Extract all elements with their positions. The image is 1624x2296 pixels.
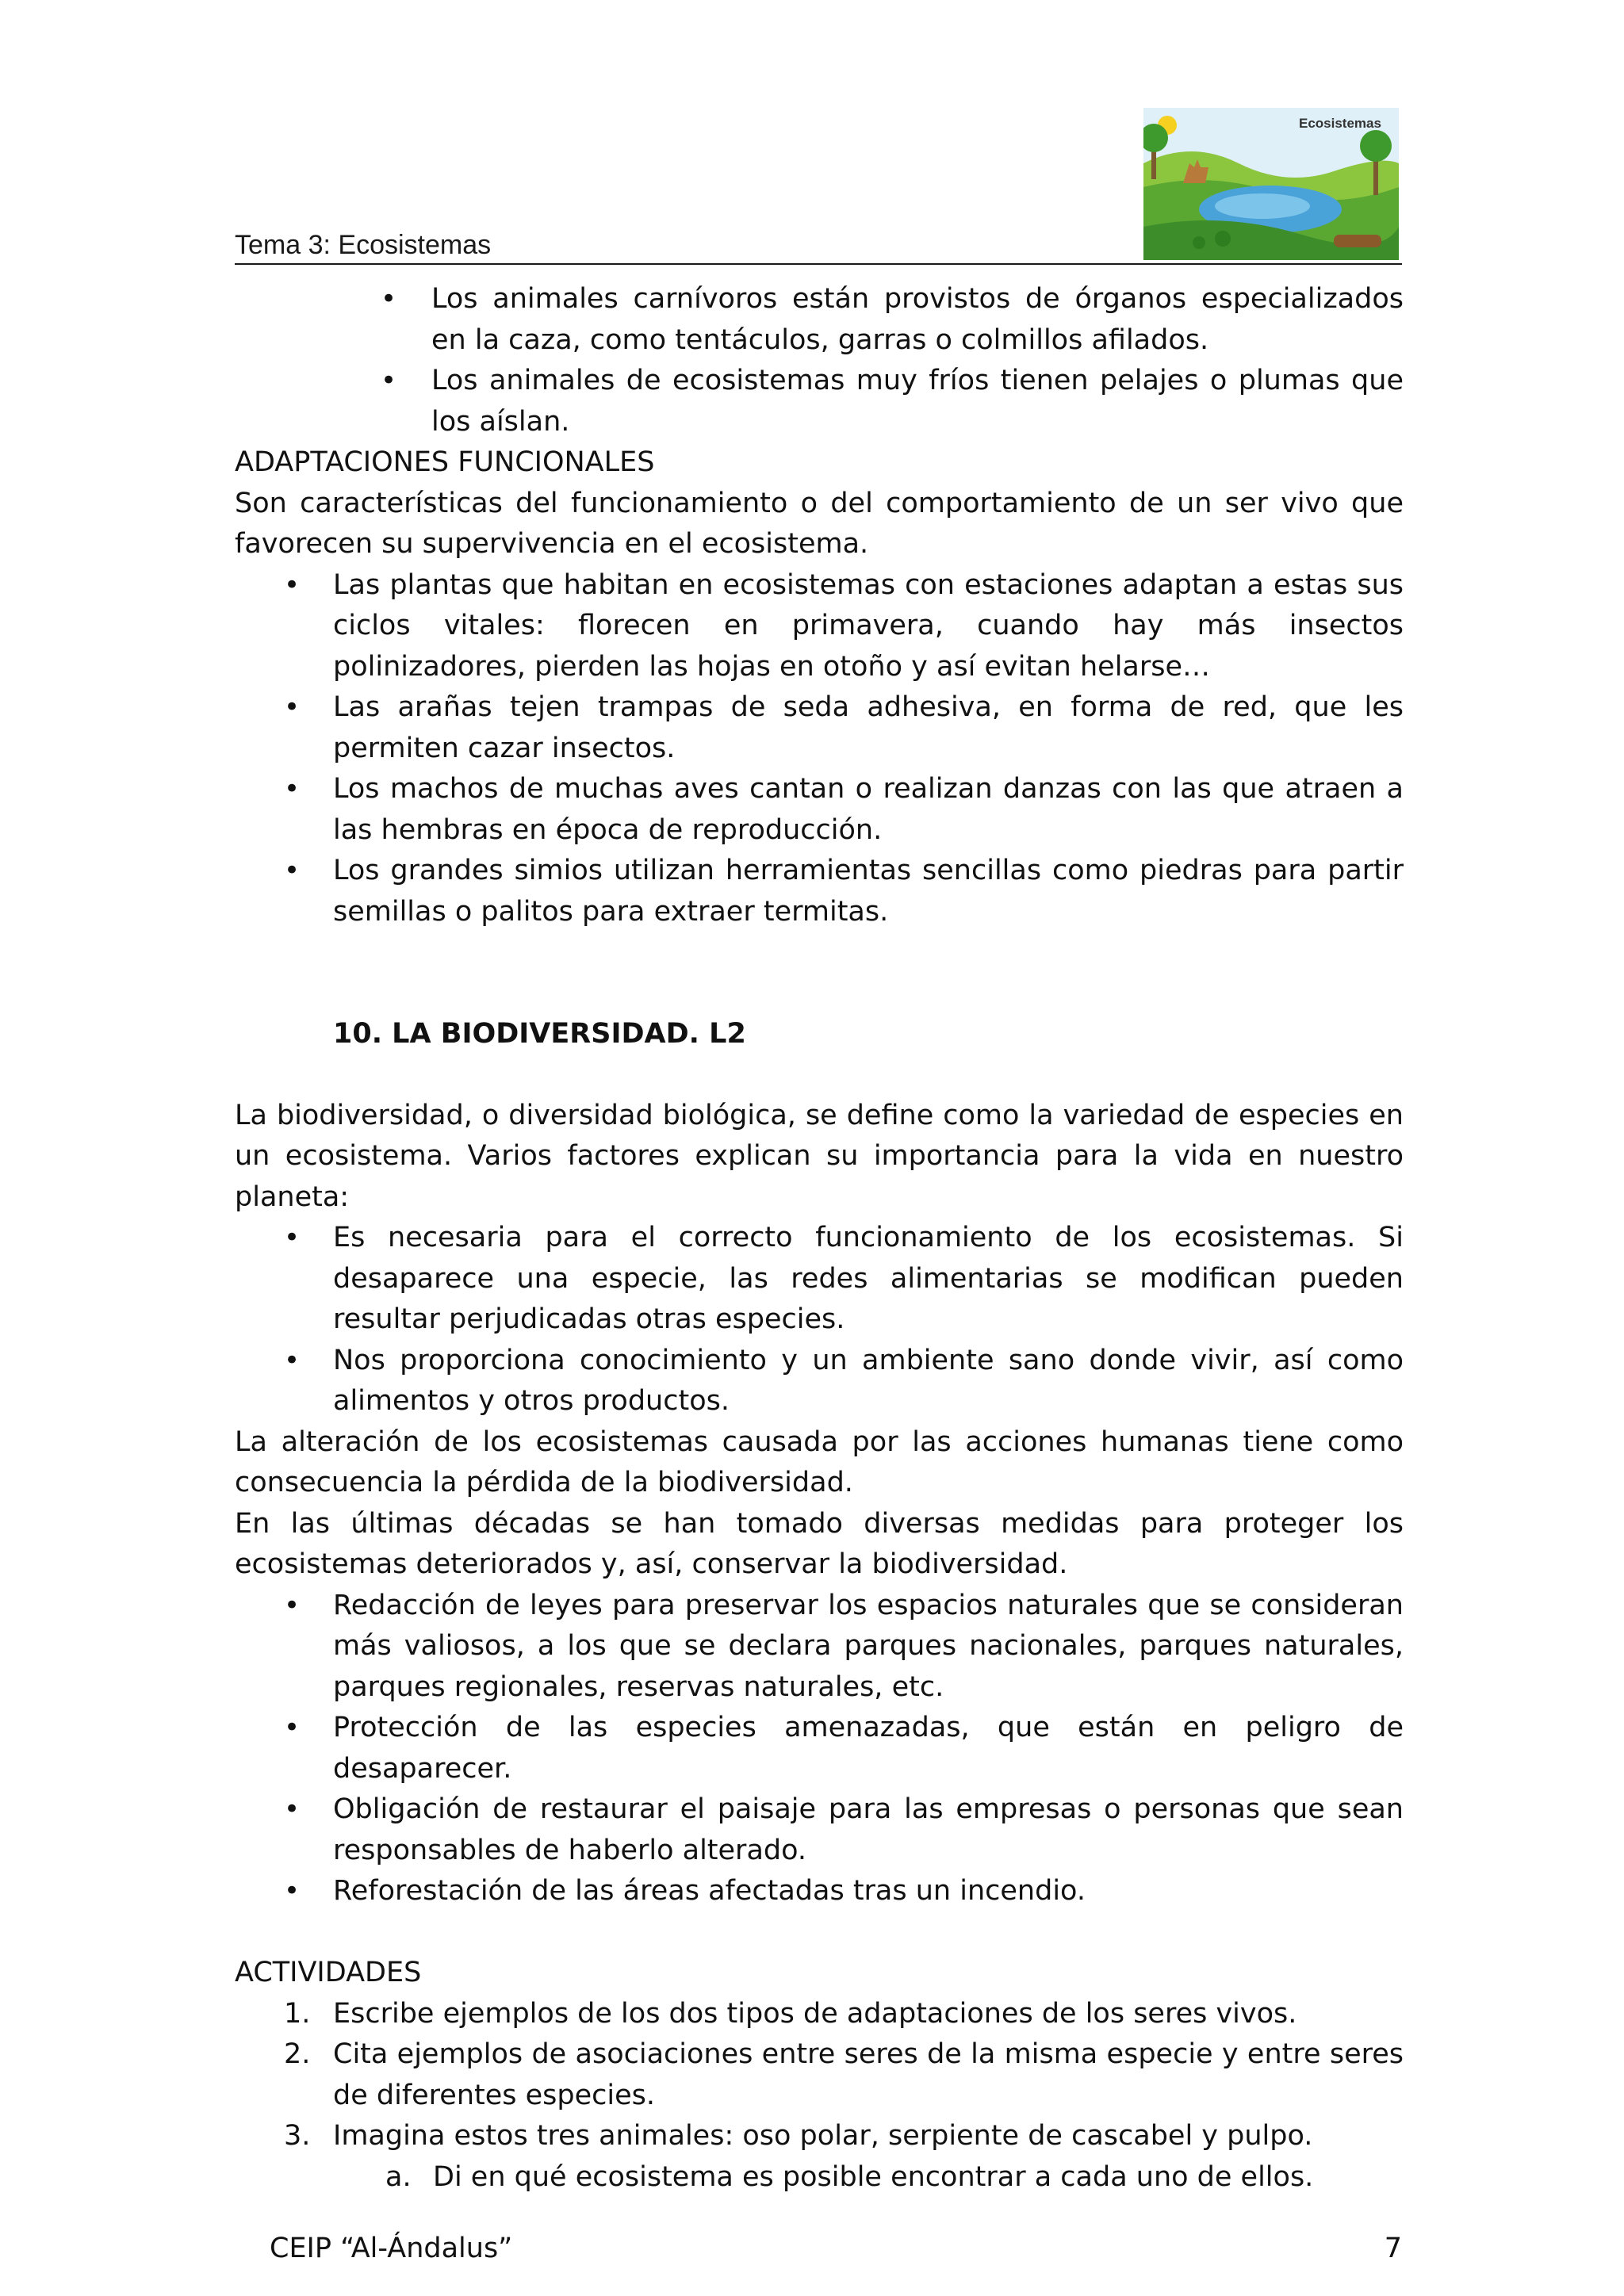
- section-heading-biodiversity: 10. LA BIODIVERSIDAD. L2: [333, 1018, 746, 1050]
- functional-bullet-list: [333, 565, 1404, 933]
- activities-list: [284, 1994, 1404, 2198]
- activity-item: [284, 2034, 1404, 2116]
- ecosystem-illustration: [1143, 108, 1399, 260]
- illustration-label: Ecosistemas: [1299, 116, 1381, 131]
- activity-number: 1.: [284, 1997, 311, 2030]
- footer-page-number: 7: [1384, 2233, 1402, 2264]
- paragraph: En las últimas décadas se han tomado diversas medidas para proteger los ecosistemas deteriorados y, así, conservar la biodiversidad.: [235, 1507, 1404, 1580]
- top-bullet-list: [431, 279, 1404, 442]
- list-item: • Es necesaria para el correcto funcionamiento de los ecosistemas. Si desaparece una especie, las redes alimentarias se modifican pueden resultar perjudicadas otras especies.: [333, 1218, 1404, 1341]
- activity-sub-list: [385, 2157, 1404, 2198]
- paragraph: La biodiversidad, o diversidad biológica, se define como la variedad de especies en un ecosistema. Varios factores explican su importancia para la vida en nuestro planeta:: [235, 1099, 1404, 1213]
- list-item: • Las arañas tejen trampas de seda adhesiva, en forma de red, que les permiten cazar insectos.: [333, 687, 1404, 769]
- list-item: • Los animales carnívoros están provistos de órganos especializados en la caza, como tentáculos, garras o colmillos afilados.: [431, 279, 1404, 361]
- header-rule: [235, 263, 1402, 265]
- list-item: • Protección de las especies amenazadas, que están en peligro de desaparecer.: [333, 1708, 1404, 1789]
- footer-school-name: CEIP “Al-Ándalus”: [270, 2233, 513, 2264]
- activity-sub-item: [385, 2157, 1404, 2198]
- list-item: • Obligación de restaurar el paisaje para las empresas o personas que sean responsables de haberlo alterado.: [333, 1789, 1404, 1871]
- list-item: • Los grandes simios utilizan herramientas sencillas como piedras para partir semillas o palitos para extraer termitas.: [333, 851, 1404, 932]
- list-item: • Nos proporciona conocimiento y un ambiente sano donde vivir, así como alimentos y otros productos.: [333, 1341, 1404, 1422]
- paragraph: Son características del funcionamiento o del comportamiento de un ser vivo que favorecen su supervivencia en el ecosistema.: [235, 487, 1404, 560]
- activity-sub-text: Di en qué ecosistema es posible encontrar a cada uno de ellos.: [433, 2160, 1314, 2193]
- list-item: • Redacción de leyes para preservar los espacios naturales que se consideran más valiosos, a los que se declara parques nacionales, parques naturales, parques regionales, reservas naturales, etc.: [333, 1586, 1404, 1709]
- activity-sub-letter: a.: [385, 2160, 412, 2193]
- section-heading-functional: ADAPTACIONES FUNCIONALES: [235, 446, 655, 478]
- activity-item: [284, 1994, 1404, 2035]
- list-item: • Los animales de ecosistemas muy fríos tienen pelajes o plumas que los aíslan.: [431, 361, 1404, 442]
- activity-item: [284, 2116, 1404, 2198]
- activity-text: Imagina estos tres animales: oso polar, serpiente de cascabel y pulpo.: [333, 2120, 1313, 2152]
- section-heading-activities: ACTIVIDADES: [235, 1957, 422, 1988]
- header-title: Tema 3: Ecosistemas: [235, 230, 492, 260]
- paragraph: La alteración de los ecosistemas causada por las acciones humanas tiene como consecuencia la pérdida de la biodiversidad.: [235, 1425, 1404, 1498]
- list-item: • Reforestación de las áreas afectadas tras un incendio.: [333, 1871, 1404, 1912]
- activity-text: Escribe ejemplos de los dos tipos de adaptaciones de los seres vivos.: [333, 1997, 1297, 2030]
- list-item: • Las plantas que habitan en ecosistemas con estaciones adaptan a estas sus ciclos vitales: florecen en primavera, cuando hay más insectos polinizadores, pierden las hojas en otoño y así evitan helarse…: [333, 565, 1404, 688]
- measures-bullet-list: [333, 1586, 1404, 1912]
- activity-number: 2.: [284, 2038, 311, 2070]
- document-body: [235, 279, 1404, 2198]
- biodiversity-bullet-list: [333, 1218, 1404, 1422]
- activity-number: 3.: [284, 2120, 311, 2152]
- list-item: • Los machos de muchas aves cantan o realizan danzas con las que atraen a las hembras en época de reproducción.: [333, 769, 1404, 851]
- activity-text: Cita ejemplos de asociaciones entre seres de la misma especie y entre seres de diferentes especies.: [333, 2038, 1404, 2111]
